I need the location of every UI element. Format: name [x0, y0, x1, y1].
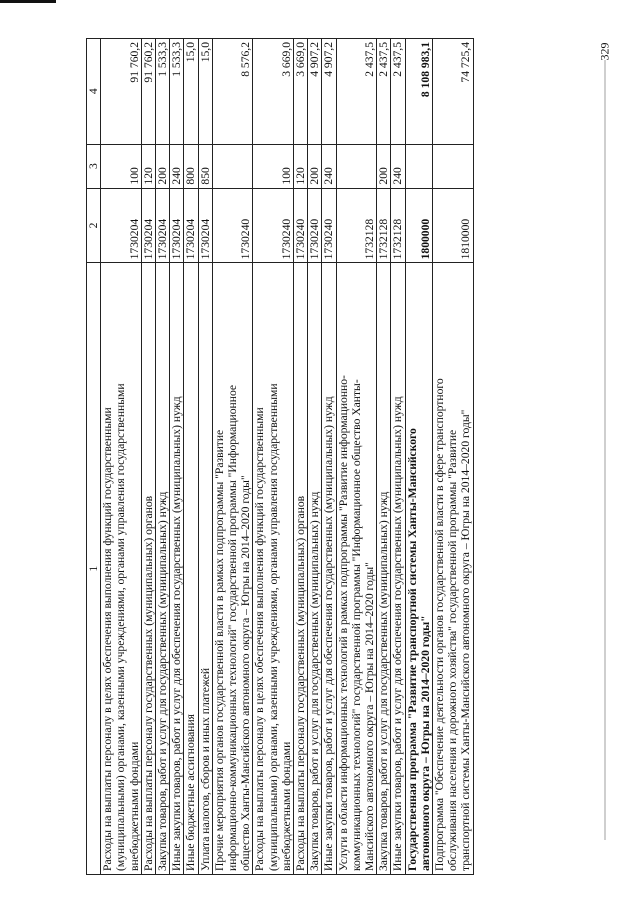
row-type: 240 — [322, 144, 336, 188]
description-line: Иные закупки товаров, работ и услуг для обеспечения государственных (муниципальных) нужд — [391, 396, 405, 871]
table-row — [170, 39, 184, 875]
description-line: Расходы на выплаты персоналу в целях обеспечения выполнения функций государственными — [253, 407, 267, 871]
row-code: 1800000 — [405, 188, 432, 263]
description-line: Государственная программа "Развитие транспортной системы Ханты-Мансийского — [405, 428, 419, 871]
row-amount: 3 669,0 — [253, 39, 294, 145]
description-line: Мансийского автономного округа – Югры на 2014–2020 годы" — [363, 562, 377, 871]
row-type: 240 — [391, 144, 405, 188]
description-line: транспортной системы Ханты-Мансийского автономного округа – Югры на 2014–2020 годы" — [459, 409, 473, 871]
row-description — [170, 263, 184, 875]
row-type: 200 — [377, 144, 391, 188]
row-code: 1732128 — [336, 188, 377, 263]
rotated-table-area — [86, 38, 588, 875]
row-code: 1730204 — [101, 188, 142, 263]
row-type: 200 — [156, 144, 170, 188]
row-code: 1730240 — [322, 188, 336, 263]
row-description — [308, 263, 322, 875]
row-code: 1730240 — [253, 188, 294, 263]
row-amount: 1 533,3 — [170, 39, 184, 145]
row-description — [156, 263, 170, 875]
description-line: автономного округа – Югры на 2014–2020 годы" — [418, 615, 432, 871]
row-amount: 74 725,4 — [433, 39, 474, 145]
table-row — [184, 39, 198, 875]
row-code: 1730204 — [141, 188, 155, 263]
row-type: 100 — [101, 144, 142, 188]
row-description — [294, 263, 308, 875]
description-line: информационно-коммуникационных технологий" государственной программы "Информационное — [226, 384, 240, 871]
row-description — [198, 263, 212, 875]
row-amount: 2 437,5 — [391, 39, 405, 145]
row-type: 120 — [141, 144, 155, 188]
description-line: Закупка товаров, работ и услуг для государственных (муниципальных) нужд — [156, 491, 170, 871]
description-line: Иные бюджетные ассигнования — [184, 714, 198, 871]
row-type — [212, 144, 253, 188]
row-description — [253, 263, 294, 875]
table-row — [294, 39, 308, 875]
row-amount: 91 760,2 — [141, 39, 155, 145]
table-row — [253, 39, 294, 875]
row-code: 1730204 — [170, 188, 184, 263]
row-amount: 8 108 983,1 — [405, 39, 432, 145]
row-code: 1730204 — [184, 188, 198, 263]
header-col-1: 1 — [87, 263, 101, 875]
description-line: Уплата налогов, сборов и иных платежей — [198, 667, 212, 871]
description-line: Услуги в области информационных технологий в рамках подпрограммы "Развитие информационно- — [336, 375, 350, 871]
row-description — [405, 263, 432, 875]
description-line: Иные закупки товаров, работ и услуг для обеспечения государственных (муниципальных) нужд — [170, 396, 184, 871]
row-type: 100 — [253, 144, 294, 188]
table-row — [433, 39, 474, 875]
row-description — [184, 263, 198, 875]
description-line: Расходы на выплаты персоналу государственных (муниципальных) органов — [141, 495, 155, 871]
description-line: внебюджетными фондами — [279, 741, 293, 871]
budget-table-container — [86, 38, 588, 875]
row-description — [212, 263, 253, 875]
scan-shadow — [604, 60, 606, 840]
row-description — [101, 263, 142, 875]
budget-table — [86, 38, 474, 875]
row-type: 800 — [184, 144, 198, 188]
row-code: 1730240 — [308, 188, 322, 263]
row-type: 120 — [294, 144, 308, 188]
description-line: внебюджетными фондами — [127, 741, 141, 871]
description-line: Подпрограмма "Обеспечение деятельности органов государственной власти в сфере транспортного — [433, 378, 447, 871]
row-type: 200 — [308, 144, 322, 188]
description-line: Иные закупки товаров, работ и услуг для обеспечения государственных (муниципальных) нужд — [322, 396, 336, 871]
row-code: 1730204 — [156, 188, 170, 263]
row-type — [433, 144, 474, 188]
table-row — [156, 39, 170, 875]
row-amount: 4 907,2 — [308, 39, 322, 145]
table-row — [377, 39, 391, 875]
row-code: 1810000 — [433, 188, 474, 263]
header-col-4: 4 — [87, 39, 101, 145]
row-description — [433, 263, 474, 875]
description-line: Закупка товаров, работ и услуг для государственных (муниципальных) нужд — [377, 491, 391, 871]
description-line: (муниципальными) органами, казенными учреждениями, органами управления государственными — [114, 383, 128, 871]
row-type — [336, 144, 377, 188]
header-col-2: 2 — [87, 188, 101, 263]
description-line: обслуживания населения и дорожного хозяйства" государственной программы "Развитие — [446, 429, 460, 871]
table-row — [391, 39, 405, 875]
row-amount: 8 576,2 — [212, 39, 253, 145]
description-line: коммуникационных технологий" государственной программы "Информационное общество Ханты- — [349, 379, 363, 871]
row-code: 1730204 — [198, 188, 212, 263]
row-amount: 91 760,2 — [101, 39, 142, 145]
table-row — [405, 39, 432, 875]
row-amount: 2 437,5 — [336, 39, 377, 145]
table-row — [101, 39, 142, 875]
page-number: 329 — [597, 42, 612, 61]
row-code: 1730240 — [294, 188, 308, 263]
header-col-3: 3 — [87, 144, 101, 188]
table-row — [336, 39, 377, 875]
row-type — [405, 144, 432, 188]
description-line: Прочие мероприятия органов государственной власти в рамках подпрограммы "Развитие — [212, 429, 226, 871]
row-amount: 2 437,5 — [377, 39, 391, 145]
row-amount: 3 669,0 — [294, 39, 308, 145]
row-type: 240 — [170, 144, 184, 188]
table-header-row — [87, 39, 101, 875]
table-row — [141, 39, 155, 875]
table-row — [198, 39, 212, 875]
row-amount: 15,0 — [184, 39, 198, 145]
row-description — [377, 263, 391, 875]
table-row — [212, 39, 253, 875]
row-code: 1732128 — [391, 188, 405, 263]
description-line: общество Ханты-Мансийского автономного округа – Югры на 2014–2020 годы" — [239, 475, 253, 871]
description-line: (муниципальными) органами, казенными учреждениями, органами управления государственными — [266, 383, 280, 871]
row-type: 850 — [198, 144, 212, 188]
row-code: 1730240 — [212, 188, 253, 263]
description-line: Расходы на выплаты персоналу в целях обеспечения выполнения функций государственными — [101, 407, 115, 871]
row-description — [336, 263, 377, 875]
row-code: 1732128 — [377, 188, 391, 263]
row-amount: 4 907,2 — [322, 39, 336, 145]
row-description — [141, 263, 155, 875]
row-description — [391, 263, 405, 875]
row-amount: 1 533,3 — [156, 39, 170, 145]
table-row — [322, 39, 336, 875]
top-edge-mark — [0, 0, 56, 3]
description-line: Расходы на выплаты персоналу государственных (муниципальных) органов — [294, 495, 308, 871]
description-line: Закупка товаров, работ и услуг для государственных (муниципальных) нужд — [308, 491, 322, 871]
row-description — [322, 263, 336, 875]
row-amount: 15,0 — [198, 39, 212, 145]
table-row — [308, 39, 322, 875]
